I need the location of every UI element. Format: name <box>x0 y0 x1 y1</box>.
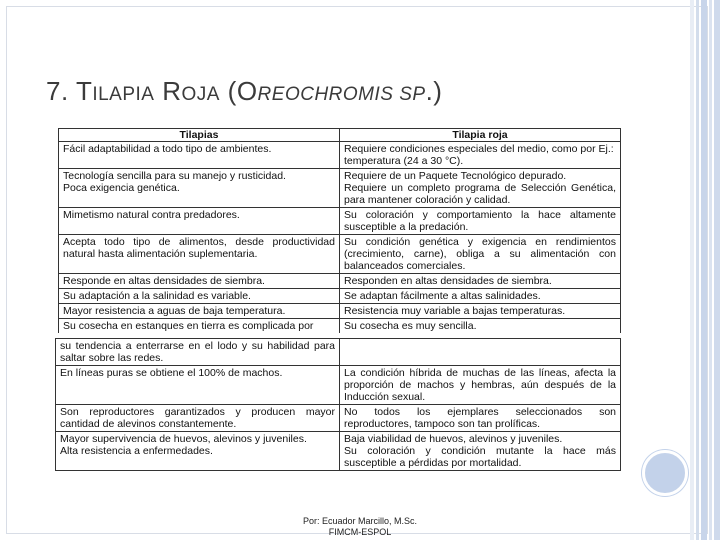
table-row <box>59 289 621 304</box>
cell: Requiere condiciones especiales del medio, como por Ej.: temperatura (24 a 30 °C). <box>340 142 621 169</box>
cell: Su condición genética y exigencia en rendimientos (crecimiento, carne), obliga a su alimentación con balanceados comerciales. <box>340 235 621 274</box>
footer-institution: FIMCM-ESPOL <box>328 527 392 537</box>
cell: Requiere de un Paquete Tecnológico depurado. Requiere un completo programa de Selección Genética, para mantener coloración y calidad. <box>340 169 621 208</box>
cell: Se adaptan fácilmente a altas salinidades. <box>340 289 621 304</box>
table-row <box>56 366 621 405</box>
cell: Su cosecha en estanques en tierra es complicada por <box>59 319 340 334</box>
header-tilapia-roja: Tilapia roja <box>340 129 621 142</box>
cell: Baja viabilidad de huevos, alevinos y juveniles. Su coloración y condición mutante la hace más susceptible a pérdidas por mortalidad. <box>340 432 621 471</box>
table-row <box>59 274 621 289</box>
decorative-stripes <box>690 0 720 540</box>
cell: No todos los ejemplares seleccionados son reproductores, tampoco son tan prolíficas. <box>340 405 621 432</box>
table-row <box>59 235 621 274</box>
cell: La condición híbrida de muchas de las líneas, afecta la proporción de machos y hembras, aún después de la Inducción sexual. <box>340 366 621 405</box>
cell: su tendencia a enterrarse en el lodo y su habilidad para saltar sobre las redes. <box>56 339 340 366</box>
table-row <box>56 405 621 432</box>
cell <box>340 339 621 366</box>
table-row <box>59 142 621 169</box>
cell: Mimetismo natural contra predadores. <box>59 208 340 235</box>
slide-title: 7. TILAPIA ROJA (OREOCHROMIS SP.) <box>46 76 443 106</box>
cell: Su adaptación a la salinidad es variable. <box>59 289 340 304</box>
table-row <box>56 432 621 471</box>
table-row <box>59 169 621 208</box>
header-tilapias: Tilapias <box>59 129 340 142</box>
cell: Tecnología sencilla para su manejo y rusticidad. Poca exigencia genética. <box>59 169 340 208</box>
cell: Su coloración y comportamiento la hace altamente susceptible a la predación. <box>340 208 621 235</box>
cell: Responden en altas densidades de siembra. <box>340 274 621 289</box>
table-row <box>59 304 621 319</box>
cell: Mayor supervivencia de huevos, alevinos y juveniles. Alta resistencia a enfermedades. <box>56 432 340 471</box>
cell: Resistencia muy variable a bajas temperaturas. <box>340 304 621 319</box>
cell: Responde en altas densidades de siembra. <box>59 274 340 289</box>
footer <box>0 516 720 538</box>
cell: En líneas puras se obtiene el 100% de machos. <box>56 366 340 405</box>
comparison-table-bottom <box>55 338 621 471</box>
table-row <box>59 319 621 334</box>
table-row <box>56 339 621 366</box>
table-header-row <box>59 129 621 142</box>
cell: Mayor resistencia a aguas de baja temperatura. <box>59 304 340 319</box>
cell: Su cosecha es muy sencilla. <box>340 319 621 334</box>
cell: Acepta todo tipo de alimentos, desde productividad natural hasta alimentación suplementaria. <box>59 235 340 274</box>
cell: Son reproductores garantizados y producen mayor cantidad de alevinos constantemente. <box>56 405 340 432</box>
comparison-table-top <box>58 128 621 333</box>
footer-author: Por: Ecuador Marcillo, M.Sc. <box>302 516 418 526</box>
table-row <box>59 208 621 235</box>
cell: Fácil adaptabilidad a todo tipo de ambientes. <box>59 142 340 169</box>
decorative-circle <box>642 450 688 496</box>
